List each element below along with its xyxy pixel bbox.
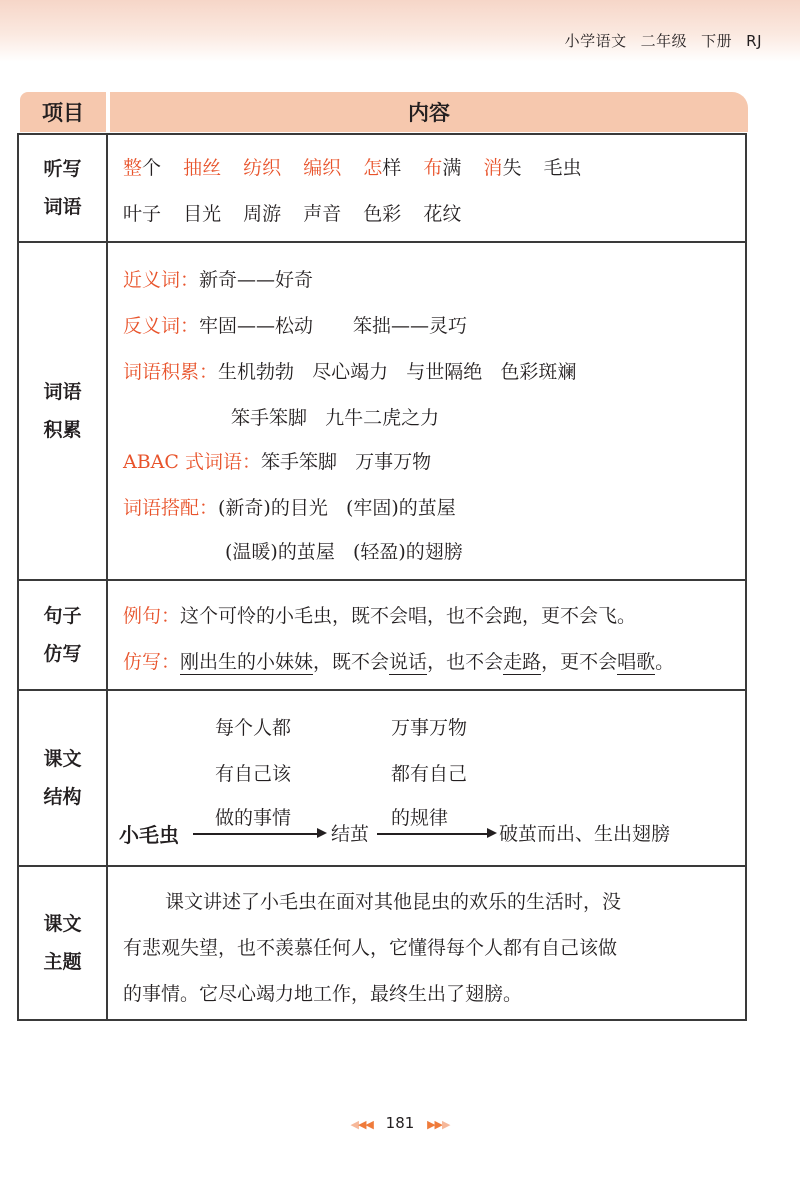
underlined-answer: 走路: [503, 651, 542, 673]
synonym-label: 近义词：: [123, 269, 200, 291]
row-label-structure: [19, 691, 106, 865]
label-line: 主题: [43, 951, 82, 973]
row-label-theme: [19, 867, 106, 1019]
row-divider: [19, 241, 745, 243]
word-rest: 个: [142, 157, 162, 179]
antonym: 牢固——松动: [199, 315, 314, 337]
summary-table: [17, 133, 747, 1021]
structure-note: 的规律: [391, 807, 449, 829]
dictation-row-2: [123, 199, 477, 226]
imitation-text: ，既不会: [313, 651, 390, 673]
antonym-label: 反义词：: [123, 315, 200, 337]
label-line: 词语: [43, 196, 82, 218]
abac-label: ABAC 式词语：: [123, 451, 261, 473]
accumulation-words: 生机勃勃 尽心竭力 与世隔绝 色彩斑斓: [218, 361, 577, 383]
imitation-text: 。: [655, 651, 675, 673]
abac-line: [123, 447, 431, 474]
row-label-vocab: [19, 243, 106, 579]
antonym-line: [123, 311, 467, 338]
label-line: 词语: [43, 381, 82, 403]
word: [363, 153, 401, 180]
row-divider: [19, 865, 745, 867]
word-highlight: 抽丝: [183, 157, 222, 179]
example-sentence: [123, 601, 636, 628]
word: 声音: [303, 203, 342, 225]
theme-text-line: 有悲观失望，也不羡慕任何人，它懂得每个人都有自己该做: [123, 937, 618, 959]
word: [423, 153, 461, 180]
underlined-answer: 唱歌: [617, 651, 656, 673]
arrow-line: [193, 833, 319, 835]
arrow-right-icon: [317, 828, 327, 838]
word: 叶子: [123, 203, 162, 225]
imitation-text: ，更不会: [541, 651, 618, 673]
dictation-row-1: [123, 153, 598, 180]
word-highlight: 怎: [363, 157, 383, 179]
column-header-content: 内容: [110, 92, 748, 132]
stage-butterfly: 破茧而出、生出翅膀: [499, 823, 671, 845]
abac-words: 笨手笨脚 万事万物: [260, 451, 432, 473]
page-footer: [0, 1114, 800, 1132]
theme-text-line: 的事情。它尽心竭力地工作，最终生出了翅膀。: [123, 983, 523, 1005]
word-highlight: 消: [483, 157, 503, 179]
structure-note: 都有自己: [391, 763, 468, 785]
accumulation-label: 词语积累：: [123, 361, 219, 383]
word: [123, 153, 161, 180]
stage-caterpillar: 小毛虫: [119, 823, 179, 847]
synonym-line: [123, 265, 313, 292]
next-arrow-icon: ▶: [442, 1118, 450, 1131]
theme-text-line: 课文讲述了小毛虫在面对其他昆虫的欢乐的生活时，没: [165, 891, 622, 913]
book-info: [551, 30, 762, 51]
collocation-line-1: [123, 493, 456, 520]
example-label: 例句：: [123, 605, 181, 627]
word: [243, 153, 281, 180]
word-rest: 样: [382, 157, 402, 179]
word: 花纹: [423, 203, 462, 225]
word-rest: 满: [442, 157, 462, 179]
prev-arrow-icon: ◀◀: [357, 1118, 373, 1131]
imitation-sentence: [123, 647, 674, 674]
imitation-text: ，也不会: [427, 651, 504, 673]
collocation-words: (新奇)的目光 (牢固)的茧屋: [218, 497, 456, 519]
synonym: 新奇——好奇: [199, 269, 314, 291]
collocation-line-2: (温暖)的茧屋 (轻盈)的翅膀: [225, 541, 463, 563]
word-rest: 失: [502, 157, 522, 179]
word-rest: 毛虫: [543, 157, 582, 179]
row-divider: [19, 579, 745, 581]
subject: 小学语文: [564, 32, 627, 50]
column-divider: [106, 135, 108, 1019]
word-highlight: 编织: [303, 157, 342, 179]
example-text: 这个可怜的小毛虫，既不会唱，也不会跑，更不会飞。: [180, 605, 637, 627]
word: [544, 153, 582, 180]
word: [303, 153, 341, 180]
prev-arrow-icon: ◀: [350, 1118, 358, 1131]
accumulation-line-2: 笨手笨脚 九牛二虎之力: [231, 407, 440, 429]
arrow-right-icon: [487, 828, 497, 838]
edition: RJ: [746, 32, 762, 50]
page-number: 181: [385, 1114, 415, 1132]
stage-cocoon: 结茧: [331, 823, 370, 845]
underlined-answer: 说话: [389, 651, 428, 673]
word: 目光: [183, 203, 222, 225]
label-line: 仿写: [43, 643, 82, 665]
accumulation-line-1: [123, 357, 576, 384]
label-line: 课文: [43, 748, 82, 770]
volume: 下册: [701, 32, 733, 50]
word: 色彩: [363, 203, 402, 225]
collocation-label: 词语搭配：: [123, 497, 219, 519]
structure-note: 每个人都: [215, 717, 292, 739]
word-highlight: 布: [423, 157, 443, 179]
label-line: 句子: [43, 605, 82, 627]
next-arrow-icon: ▶▶: [427, 1118, 443, 1131]
grade: 二年级: [640, 32, 688, 50]
column-header-item: 项目: [20, 92, 106, 132]
word: [483, 153, 521, 180]
word-highlight: 整: [123, 157, 143, 179]
row-label-sentence: [19, 581, 106, 689]
structure-note: 做的事情: [215, 807, 292, 829]
word: 周游: [243, 203, 282, 225]
label-line: 结构: [43, 786, 82, 808]
row-divider: [19, 689, 745, 691]
imitation-label: 仿写：: [123, 651, 181, 673]
arrow-line: [377, 833, 489, 835]
antonym: 笨拙——灵巧: [353, 315, 468, 337]
label-line: 积累: [43, 419, 82, 441]
structure-note: 有自己该: [215, 763, 292, 785]
underlined-answer: 刚出生的小妹妹: [180, 651, 314, 673]
row-label-dictation: [19, 135, 106, 241]
label-line: 课文: [43, 913, 82, 935]
word-highlight: 纺织: [243, 157, 282, 179]
label-line: 听写: [43, 158, 82, 180]
structure-note: 万事万物: [391, 717, 468, 739]
word: [183, 153, 221, 180]
